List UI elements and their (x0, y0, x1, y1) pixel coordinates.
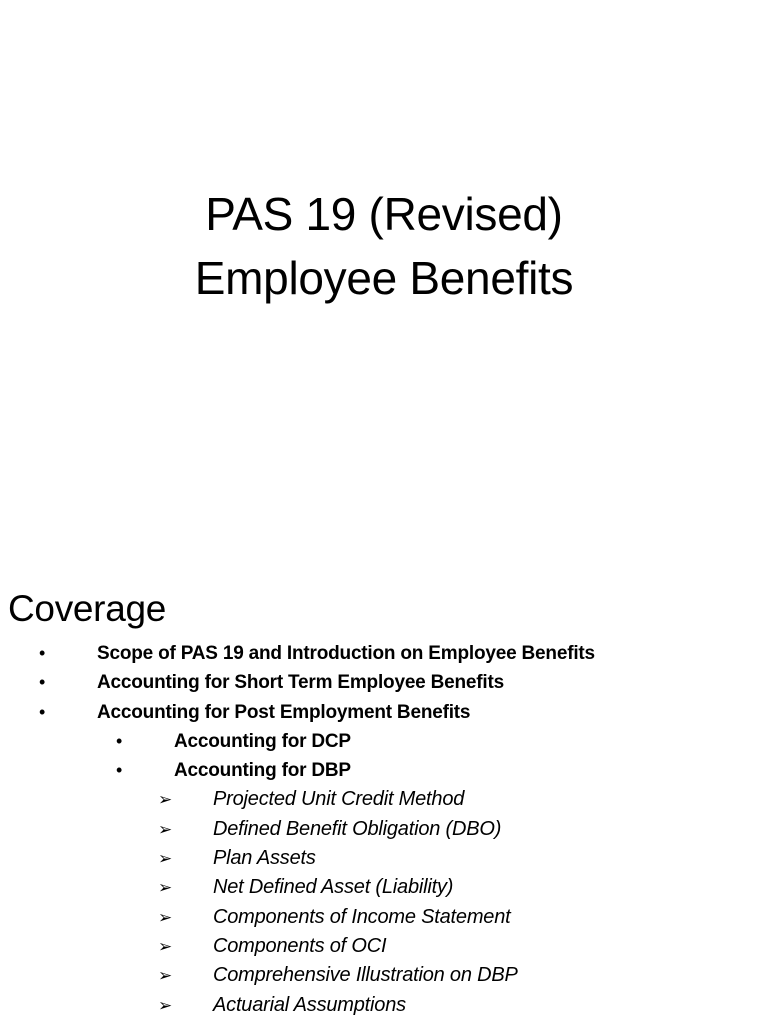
list-item-text: Defined Benefit Obligation (DBO) (213, 817, 502, 840)
list-item-text: Accounting for Post Employment Benefits (97, 701, 471, 723)
list-item-text: Accounting for DBP (174, 760, 351, 782)
list-item-scope (0, 639, 768, 668)
bullet-icon: • (116, 760, 123, 781)
list-item-text: Scope of PAS 19 and Introduction on Employee Benefits (97, 643, 595, 664)
arrow-bullet-icon: ➢ (158, 995, 173, 1015)
slide-title (0, 182, 768, 310)
list-item-text: Accounting for DCP (174, 730, 351, 752)
list-item-text: Comprehensive Illustration on DBP (213, 964, 518, 987)
list-item-text: Net Defined Asset (Liability) (213, 876, 454, 899)
arrow-bullet-icon: ➢ (158, 878, 173, 898)
list-item-oci (0, 932, 768, 961)
list-item-dbp (0, 756, 768, 785)
list-item-projected-unit-credit (0, 785, 768, 814)
bullet-icon: • (39, 701, 46, 722)
list-item-dbo (0, 815, 768, 844)
coverage-list (0, 639, 768, 1020)
list-item-text: Components of OCI (213, 934, 387, 957)
arrow-bullet-icon: ➢ (158, 849, 173, 869)
coverage-slide (0, 560, 768, 1024)
list-item-text: Actuarial Assumptions (213, 993, 406, 1016)
list-item-text: Projected Unit Credit Method (213, 788, 465, 811)
list-item-dcp (0, 727, 768, 756)
arrow-bullet-icon: ➢ (158, 790, 173, 810)
bullet-icon: • (39, 643, 46, 663)
arrow-bullet-icon: ➢ (158, 936, 173, 956)
arrow-bullet-icon: ➢ (158, 907, 173, 927)
bullet-icon: • (39, 672, 46, 693)
list-item-short-term (0, 668, 768, 697)
list-item-actuarial-assumptions (0, 991, 768, 1020)
list-item-plan-assets (0, 844, 768, 873)
list-item-income-statement (0, 903, 768, 932)
list-item-text: Accounting for Short Term Employee Benefits (97, 672, 504, 694)
list-item-comprehensive-illustration (0, 961, 768, 990)
arrow-bullet-icon: ➢ (158, 819, 173, 839)
title-line-2: Employee Benefits (194, 252, 574, 304)
list-item-text: Components of Income Statement (213, 905, 511, 928)
list-item-text: Plan Assets (213, 847, 316, 870)
list-item-post-employment (0, 698, 768, 727)
coverage-heading: Coverage (8, 588, 167, 629)
list-item-net-defined-asset (0, 873, 768, 902)
bullet-icon: • (116, 730, 123, 751)
arrow-bullet-icon: ➢ (158, 966, 173, 986)
title-line-1: PAS 19 (Revised) (205, 188, 563, 240)
